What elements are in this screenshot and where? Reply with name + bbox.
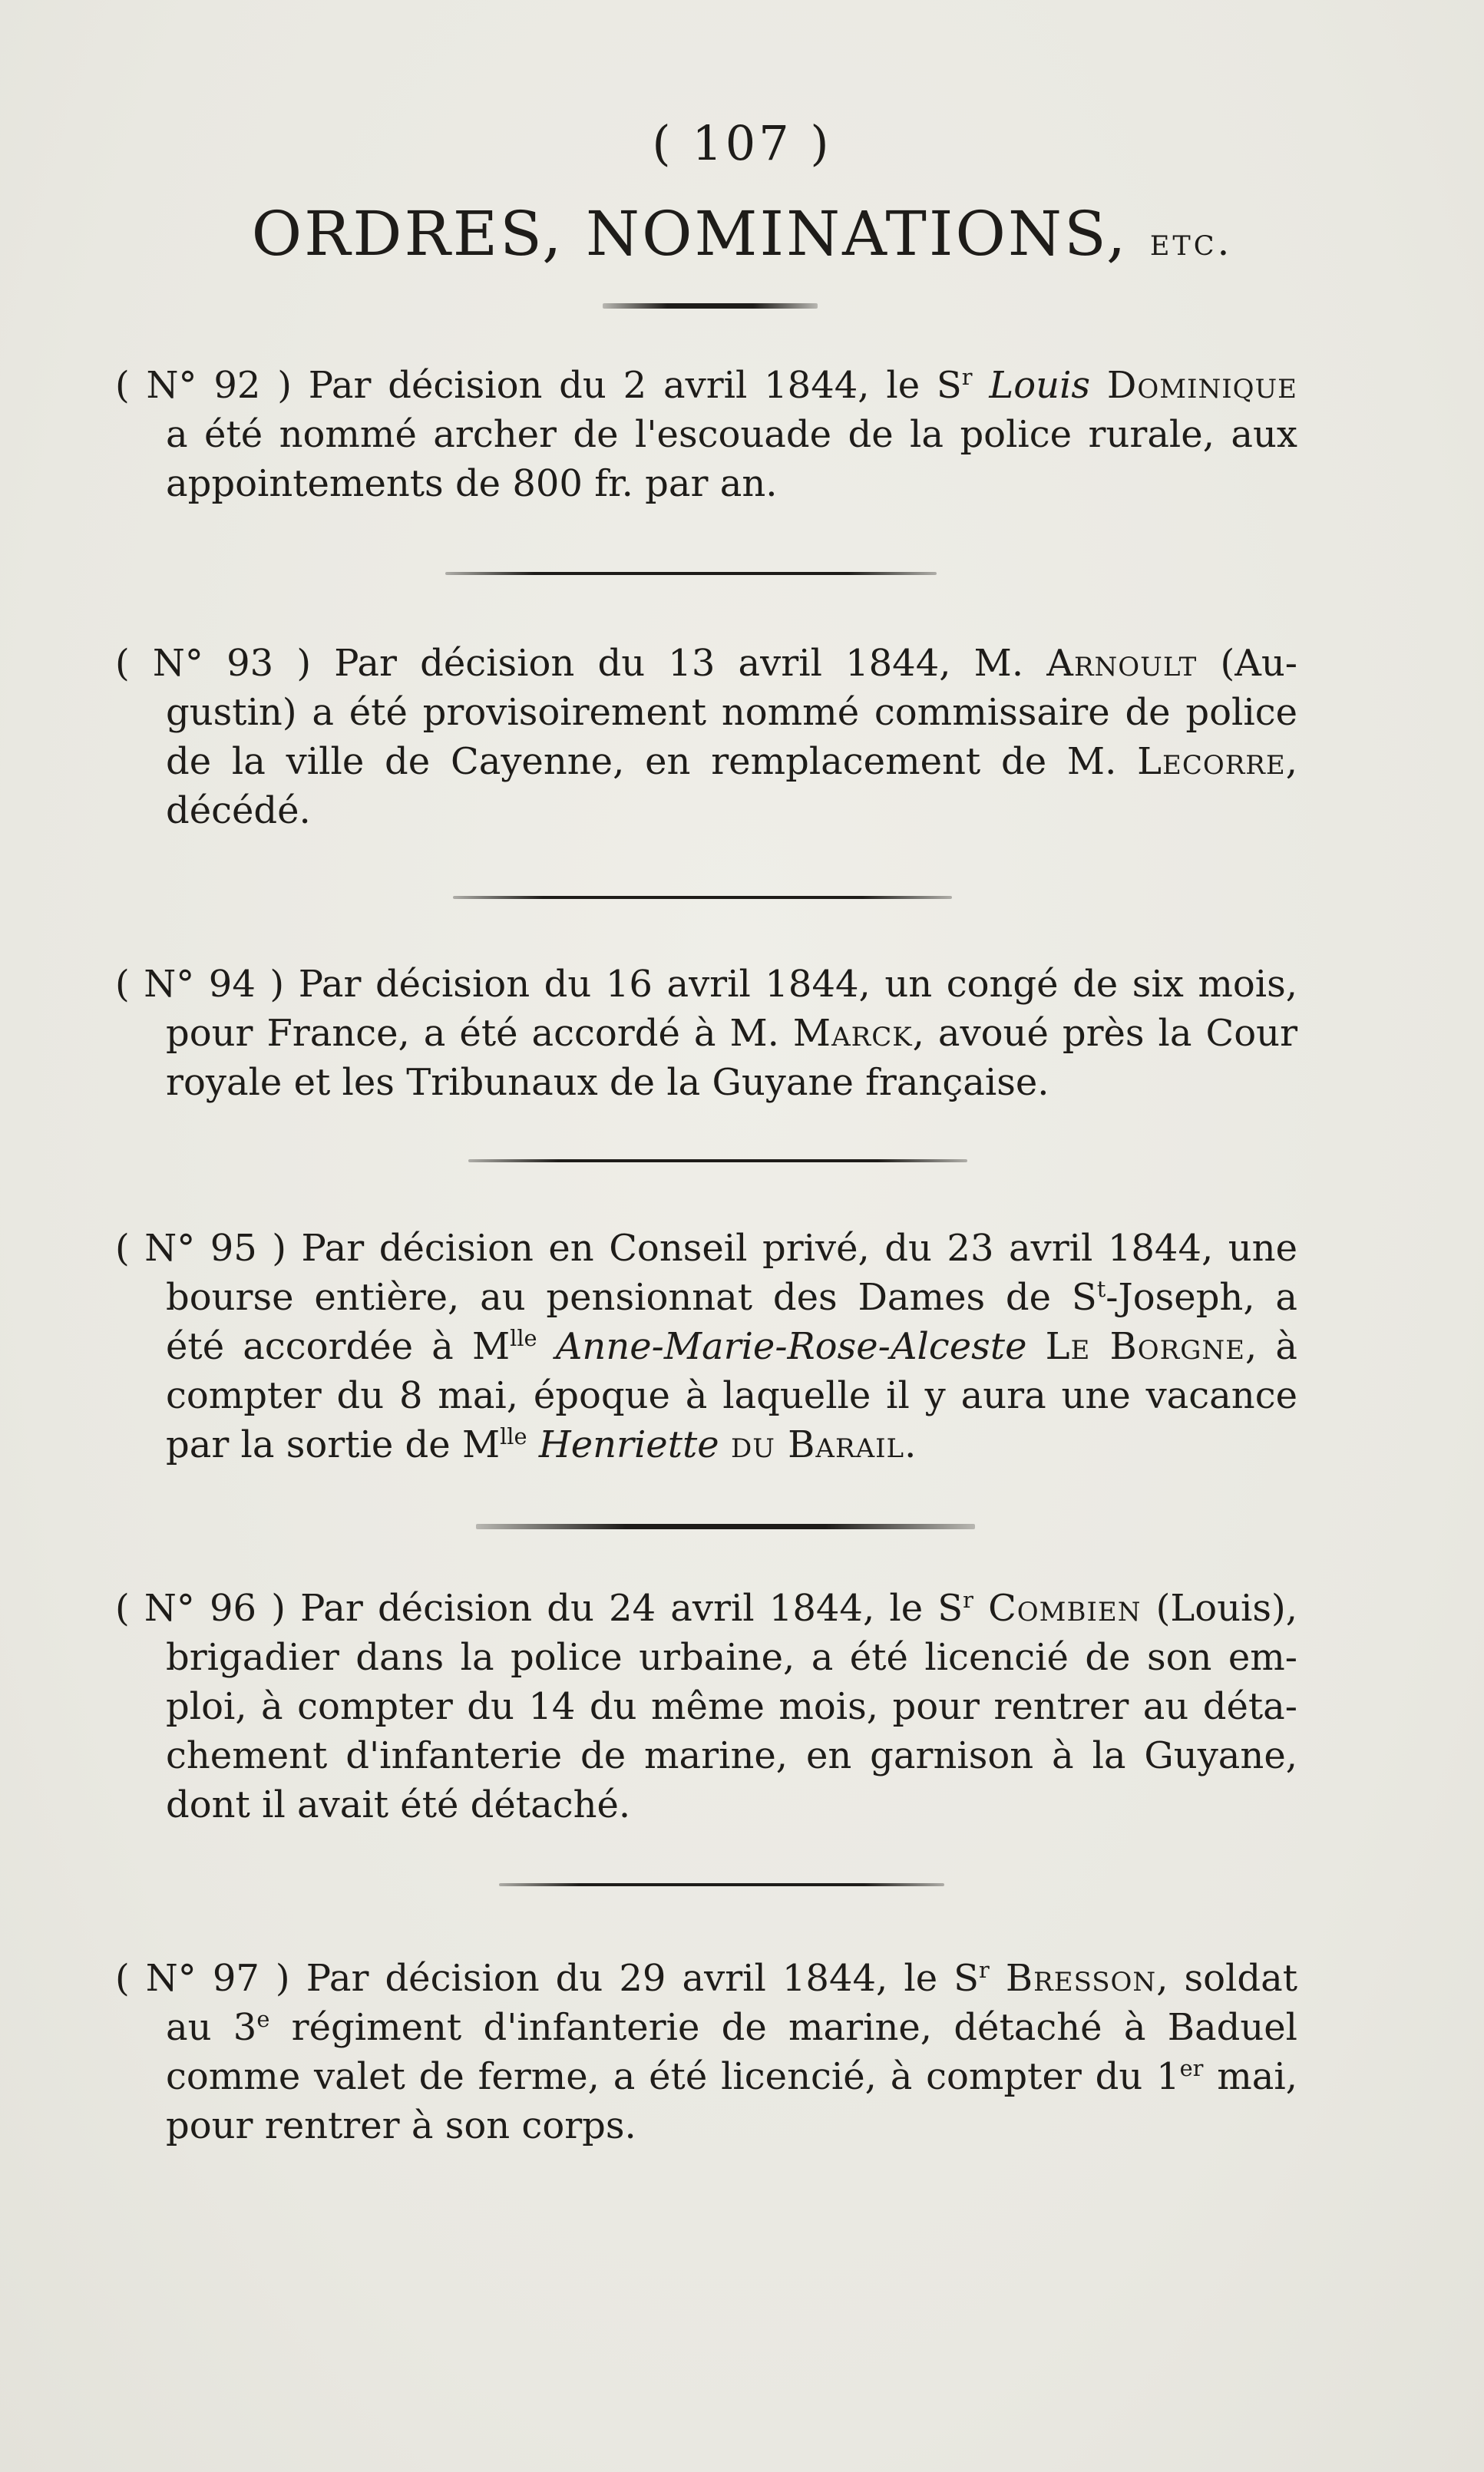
entry-line: au 3e régiment d'infanterie de marine, détaché à Baduel bbox=[166, 2006, 1298, 2049]
entry-line: été accordée à $M^{lle}$ Anne-Marie-Rose-Alceste Le Borgne, à bbox=[166, 1325, 1297, 1368]
section-rule bbox=[445, 572, 937, 575]
entry-line: appointements de 800 fr. par an. bbox=[166, 462, 778, 505]
entry-96 bbox=[115, 1584, 1297, 1829]
entry-line: ( N° 94 ) Par décision du 16 avril 1844, un congé de six mois, bbox=[115, 963, 1297, 1006]
entry-line: gustin) a été provisoirement nommé commissaire de police bbox=[166, 691, 1297, 734]
title-suffix: etc. bbox=[1149, 220, 1233, 264]
entry-line: ( N° 95 ) Par décision en Conseil privé, du 23 avril 1844, une bbox=[115, 1227, 1297, 1270]
section-rule bbox=[453, 896, 952, 899]
entry-line: ( N° 96 ) Par décision du 24 avril 1844, le $S^r$ Combien (Louis), bbox=[115, 1587, 1298, 1630]
entry-line: royale et les Tribunaux de la Guyane française. bbox=[166, 1061, 1049, 1104]
entry-line: de la ville de Cayenne, en remplacement de M. Lecorre, bbox=[166, 740, 1297, 783]
entry-line: ( N° 93 ) Par décision du 13 avril 1844, M. Arnoult (Au- bbox=[115, 642, 1298, 685]
title-rule bbox=[603, 303, 818, 309]
entry-93 bbox=[115, 639, 1297, 835]
section-rule bbox=[476, 1524, 975, 1529]
entry-94 bbox=[115, 960, 1297, 1107]
page-number: ( 107 ) bbox=[652, 115, 832, 171]
entry-97 bbox=[115, 1954, 1297, 2150]
entry-line: décédé. bbox=[166, 789, 311, 832]
entry-line: par la sortie de $M^{lle}$ Henriette du Barail. bbox=[166, 1423, 917, 1466]
page-title bbox=[0, 198, 1484, 269]
entry-line: ( N° 92 ) Par décision du 2 avril 1844, le $S^r$ Louis Dominique bbox=[115, 364, 1298, 407]
entry-92 bbox=[115, 361, 1297, 508]
entry-line: ( N° 97 ) Par décision du 29 avril 1844, le $S^r$ Bresson, soldat bbox=[115, 1957, 1298, 2000]
entry-line: dont il avait été détaché. bbox=[166, 1783, 631, 1826]
entry-line: comme valet de ferme, a été licencié, à compter du 1er mai, bbox=[166, 2055, 1297, 2098]
entry-line: ploi, à compter du 14 du même mois, pour rentrer au déta- bbox=[166, 1685, 1297, 1728]
entry-line: pour rentrer à son corps. bbox=[166, 2104, 636, 2147]
entry-line: bourse entière, au pensionnat des Dames de $S^t$-Joseph, a bbox=[166, 1276, 1298, 1319]
entry-line: brigadier dans la police urbaine, a été licencié de son em- bbox=[166, 1636, 1297, 1679]
section-rule bbox=[468, 1159, 967, 1162]
title-main: ORDRES, NOMINATIONS, bbox=[251, 198, 1129, 269]
entry-line: compter du 8 mai, époque à laquelle il y aura une vacance bbox=[166, 1374, 1297, 1417]
section-rule bbox=[499, 1883, 944, 1886]
entry-line: a été nommé archer de l'escouade de la police rurale, aux bbox=[166, 413, 1297, 456]
entry-line: pour France, a été accordé à M. Marck, avoué près la Cour bbox=[166, 1012, 1298, 1055]
entry-95 bbox=[115, 1224, 1297, 1469]
entry-line: chement d'infanterie de marine, en garnison à la Guyane, bbox=[166, 1734, 1297, 1777]
